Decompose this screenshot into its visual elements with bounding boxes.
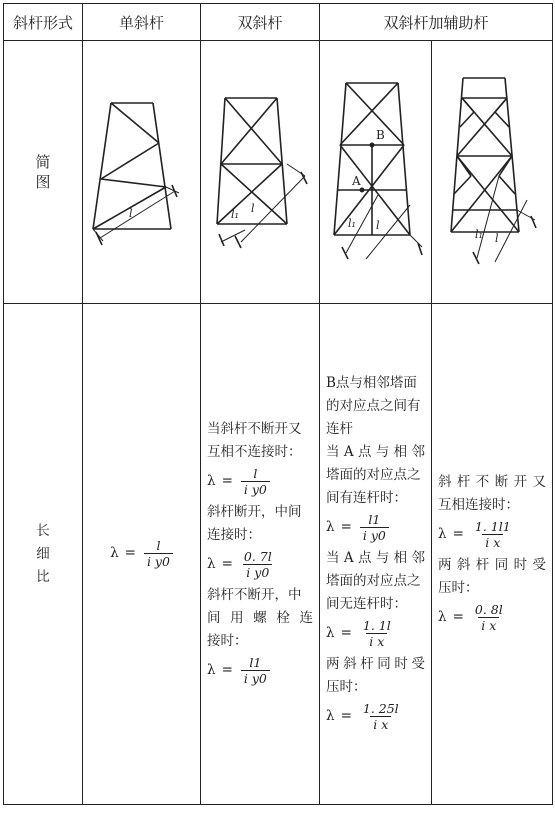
diagram-auxiliary-subdivided	[432, 41, 553, 304]
single-formula: λ = $\frac{l}{\text{i y0}}$	[89, 538, 194, 569]
double-diagonal-text-cell: 当斜杆不断开又 互相不连接时： λ = $\frac{l}{\text{i y0}}$ 斜杆断开，中间 连接时： λ = $\frac{0. 7l}{\text{i y0}}$ 斜杆不断开，中 间用螺栓连 接时： λ = $\frac{l1}{\text{i y0}}$	[201, 304, 320, 805]
auxiliary-ab-figure	[326, 77, 426, 267]
auxiliary-subdivided-figure	[437, 72, 547, 272]
length-label-l1-sub: l₁	[475, 228, 483, 241]
point-label-b: B	[375, 128, 385, 142]
header-single-diagonal: 单斜杆	[83, 4, 201, 41]
header-double-with-auxiliary: 双斜杆加辅助杆	[320, 4, 553, 41]
double-formula-3: λ = $\frac{l1}{\text{i y0}}$	[207, 655, 313, 686]
diagram-row	[4, 41, 553, 304]
length-label-l-aux: l	[375, 219, 380, 232]
aux-a-formula-2: λ = $\frac{1. 1l}{\text{i x}}$	[326, 618, 391, 649]
slenderness-table	[3, 3, 553, 805]
aux-b-formula-1: λ = $\frac{1. 1l1}{\text{i x}}$	[438, 519, 511, 550]
auxiliary-ab-text-cell: B点与相邻塔面 的对应点之间有 连杆 当A点与相邻 塔面的对应点之 间有连杆时： λ = $\frac{l1}{\text{i y0}}$ 当A点与相邻 塔面的对应点之 间无连杆时： λ = $\frac{1. 1l}{\text{i x}}$ 两斜杆同时受 压时： λ = $\frac{1. 25l}{\text{i x}}$	[320, 304, 432, 805]
point-label-a: A	[351, 174, 361, 188]
double-diagonal-figure	[205, 92, 315, 252]
slenderness-row	[4, 304, 553, 805]
length-label-l1: l₁	[231, 208, 239, 221]
diagram-auxiliary-ab	[320, 41, 432, 304]
row-label-diagram: 简 图	[4, 41, 83, 304]
length-label-l-double: l	[251, 202, 255, 215]
diagram-double-diagonal	[201, 41, 320, 304]
double-formula-2: λ = $\frac{0. 7l}{\text{i y0}}$	[207, 549, 272, 580]
single-diagonal-formula-cell	[83, 304, 201, 805]
row-label-slenderness: 长 细 比	[4, 304, 83, 805]
length-label-l: l	[128, 207, 133, 220]
aux-b-formula-2: λ = $\frac{0. 8l}{\text{i x}}$	[438, 602, 503, 633]
length-label-l1-aux: l₁	[347, 217, 356, 230]
length-label-l-sub: l	[495, 232, 499, 245]
aux-a-formula-3: λ = $\frac{1. 25l}{\text{i x}}$	[326, 701, 399, 732]
double-formula-1: λ = $\frac{l}{\text{i y0}}$	[207, 466, 313, 497]
single-diagonal-figure	[87, 97, 197, 247]
header-double-diagonal: 双斜杆	[201, 4, 320, 41]
header-row	[4, 4, 553, 41]
aux-a-formula-1: λ = $\frac{l1}{\text{i y0}}$	[326, 512, 425, 543]
auxiliary-subdivided-text-cell: 斜杆不断开又 互相连接时： λ = $\frac{1. 1l1}{\text{i x}}$ 两斜杆同时受 压时： λ = $\frac{0. 8l}{\text{i x}}$	[432, 304, 553, 805]
header-diagonal-type: 斜杆形式	[4, 4, 83, 41]
diagram-single-diagonal	[83, 41, 201, 304]
